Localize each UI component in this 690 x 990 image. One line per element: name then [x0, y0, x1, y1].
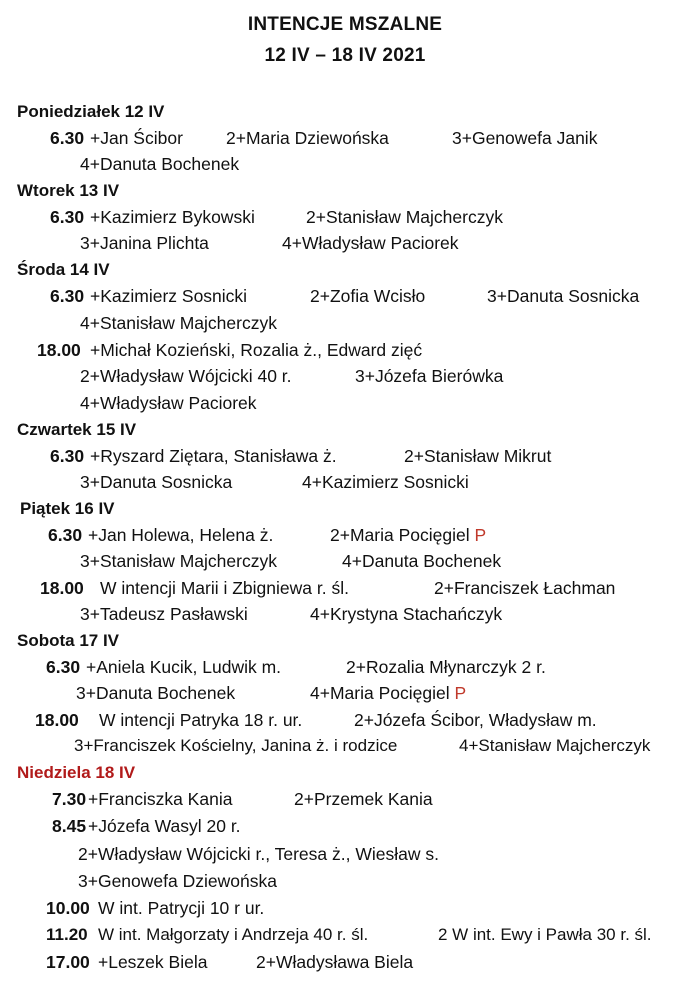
mass-row	[76, 682, 467, 704]
mass-row	[52, 815, 241, 837]
intention: 2+Władysław Wójcicki r., Teresa ż., Wiesław s.	[78, 844, 439, 864]
mass-time: 6.30	[50, 128, 85, 148]
mass-row	[40, 577, 616, 599]
intention: 3+Danuta Bochenek	[76, 683, 236, 703]
day-label-saturday: Sobota 17 IV	[17, 631, 120, 650]
intention: +Kazimierz Sosnicki	[90, 286, 248, 306]
mass-row	[48, 524, 487, 546]
mass-time: 10.00	[46, 898, 90, 918]
intention: 2+Maria Dziewońska	[226, 128, 389, 148]
intention: 3+Danuta Sosnicka	[80, 472, 233, 492]
intention: +Michał Kozieński, Rozalia ż., Edward zięć	[90, 340, 423, 360]
intention-mark: P	[454, 683, 467, 703]
intention: 4+Stanisław Majcherczyk	[459, 736, 651, 755]
intention: 2+Stanisław Mikrut	[404, 446, 552, 466]
intention: +Ryszard Ziętara, Stanisława ż.	[90, 446, 337, 466]
intention: W int. Małgorzaty i Andrzeja 40 r. śl.	[98, 925, 369, 944]
day-label-sunday: Niedziela 18 IV	[17, 763, 136, 782]
intention: 4+Kazimierz Sosnicki	[302, 472, 469, 492]
intention	[310, 682, 466, 704]
mass-row	[46, 656, 546, 678]
mass-row	[74, 735, 651, 757]
mass-row	[80, 471, 469, 493]
mass-time: 11.20	[46, 925, 88, 944]
mass-time: 18.00	[35, 710, 79, 730]
mass-row	[80, 232, 459, 254]
day-label-tuesday: Wtorek 13 IV	[17, 181, 120, 200]
intention: 4+Danuta Bochenek	[80, 154, 240, 174]
mass-row	[50, 285, 640, 307]
intention: 4+Krystyna Stachańczyk	[310, 604, 503, 624]
mass-row	[80, 550, 502, 572]
intention: 2+Zofia Wcisło	[310, 286, 426, 306]
intention: 2+Władysław Wójcicki 40 r.	[80, 366, 292, 386]
intention: 4+Władysław Paciorek	[80, 393, 257, 413]
intention: 2+Rozalia Młynarczyk 2 r.	[346, 657, 546, 677]
mass-time: 6.30	[48, 525, 83, 545]
intention: 3+Tadeusz Pasławski	[80, 604, 248, 624]
header-dates: 12 IV – 18 IV 2021	[264, 45, 426, 66]
intention-mark: P	[474, 525, 487, 545]
mass-time: 6.30	[46, 657, 81, 677]
mass-row	[46, 951, 414, 973]
mass-row	[50, 206, 503, 228]
intention: 2 W int. Ewy i Pawła 30 r. śl.	[438, 925, 652, 944]
intention: +Kazimierz Bykowski	[90, 207, 255, 227]
mass-time: 18.00	[40, 578, 84, 598]
mass-row	[50, 445, 552, 467]
intention: 3+Janina Plichta	[80, 233, 209, 253]
intention: 2+Przemek Kania	[294, 789, 433, 809]
mass-row	[80, 603, 503, 625]
intention: 2+Władysława Biela	[256, 952, 414, 972]
intention: W intencji Marii i Zbigniewa r. śl.	[100, 578, 349, 598]
day-label-friday: Piątek 16 IV	[20, 499, 115, 518]
intention: 3+Franciszek Kościelny, Janina ż. i rodzice	[74, 736, 398, 755]
mass-row	[80, 365, 504, 387]
intention: 3+Genowefa Dziewońska	[78, 871, 277, 891]
intention: 4+Danuta Bochenek	[342, 551, 502, 571]
mass-row	[46, 924, 652, 946]
mass-time: 7.30	[52, 789, 87, 809]
mass-row	[50, 127, 598, 149]
mass-time: 17.00	[46, 952, 90, 972]
mass-row	[52, 788, 433, 810]
intention: 2+Stanisław Majcherczyk	[306, 207, 503, 227]
header-title: INTENCJE MSZALNE	[247, 14, 443, 35]
mass-row	[46, 897, 265, 919]
intention: 3+Józefa Bierówka	[355, 366, 504, 386]
intention: +Leszek Biela	[98, 952, 208, 972]
intention: 2+Józefa Ścibor, Władysław m.	[354, 710, 597, 730]
intention: 4+Stanisław Majcherczyk	[80, 313, 277, 333]
intention: +Franciszka Kania	[88, 789, 233, 809]
intention: +Józefa Wasyl 20 r.	[88, 816, 241, 836]
intention: 3+Stanisław Majcherczyk	[80, 551, 277, 571]
intention: 3+Genowefa Janik	[452, 128, 598, 148]
intention: 4+Władysław Paciorek	[282, 233, 459, 253]
mass-time: 6.30	[50, 207, 85, 227]
intention: 3+Danuta Sosnicka	[487, 286, 640, 306]
intention: W int. Patrycji 10 r ur.	[98, 898, 265, 918]
mass-time: 6.30	[50, 286, 85, 306]
mass-time: 18.00	[37, 340, 81, 360]
intention	[330, 524, 486, 546]
intention: 2+Franciszek Łachman	[434, 578, 616, 598]
intention: +Jan Holewa, Helena ż.	[88, 525, 274, 545]
mass-row	[37, 339, 423, 361]
intention: +Jan Ścibor	[90, 128, 183, 148]
mass-time: 8.45	[52, 816, 87, 836]
day-label-monday: Poniedziałek 12 IV	[17, 102, 165, 121]
intention-text: 2+Maria Pocięgiel	[330, 525, 470, 545]
day-label-wednesday: Środa 14 IV	[17, 260, 110, 279]
intention: W intencji Patryka 18 r. ur.	[99, 710, 303, 730]
mass-time: 6.30	[50, 446, 85, 466]
intention: +Aniela Kucik, Ludwik m.	[86, 657, 282, 677]
day-label-thursday: Czwartek 15 IV	[17, 420, 137, 439]
mass-row	[35, 709, 597, 731]
intention-text: 4+Maria Pocięgiel	[310, 683, 450, 703]
